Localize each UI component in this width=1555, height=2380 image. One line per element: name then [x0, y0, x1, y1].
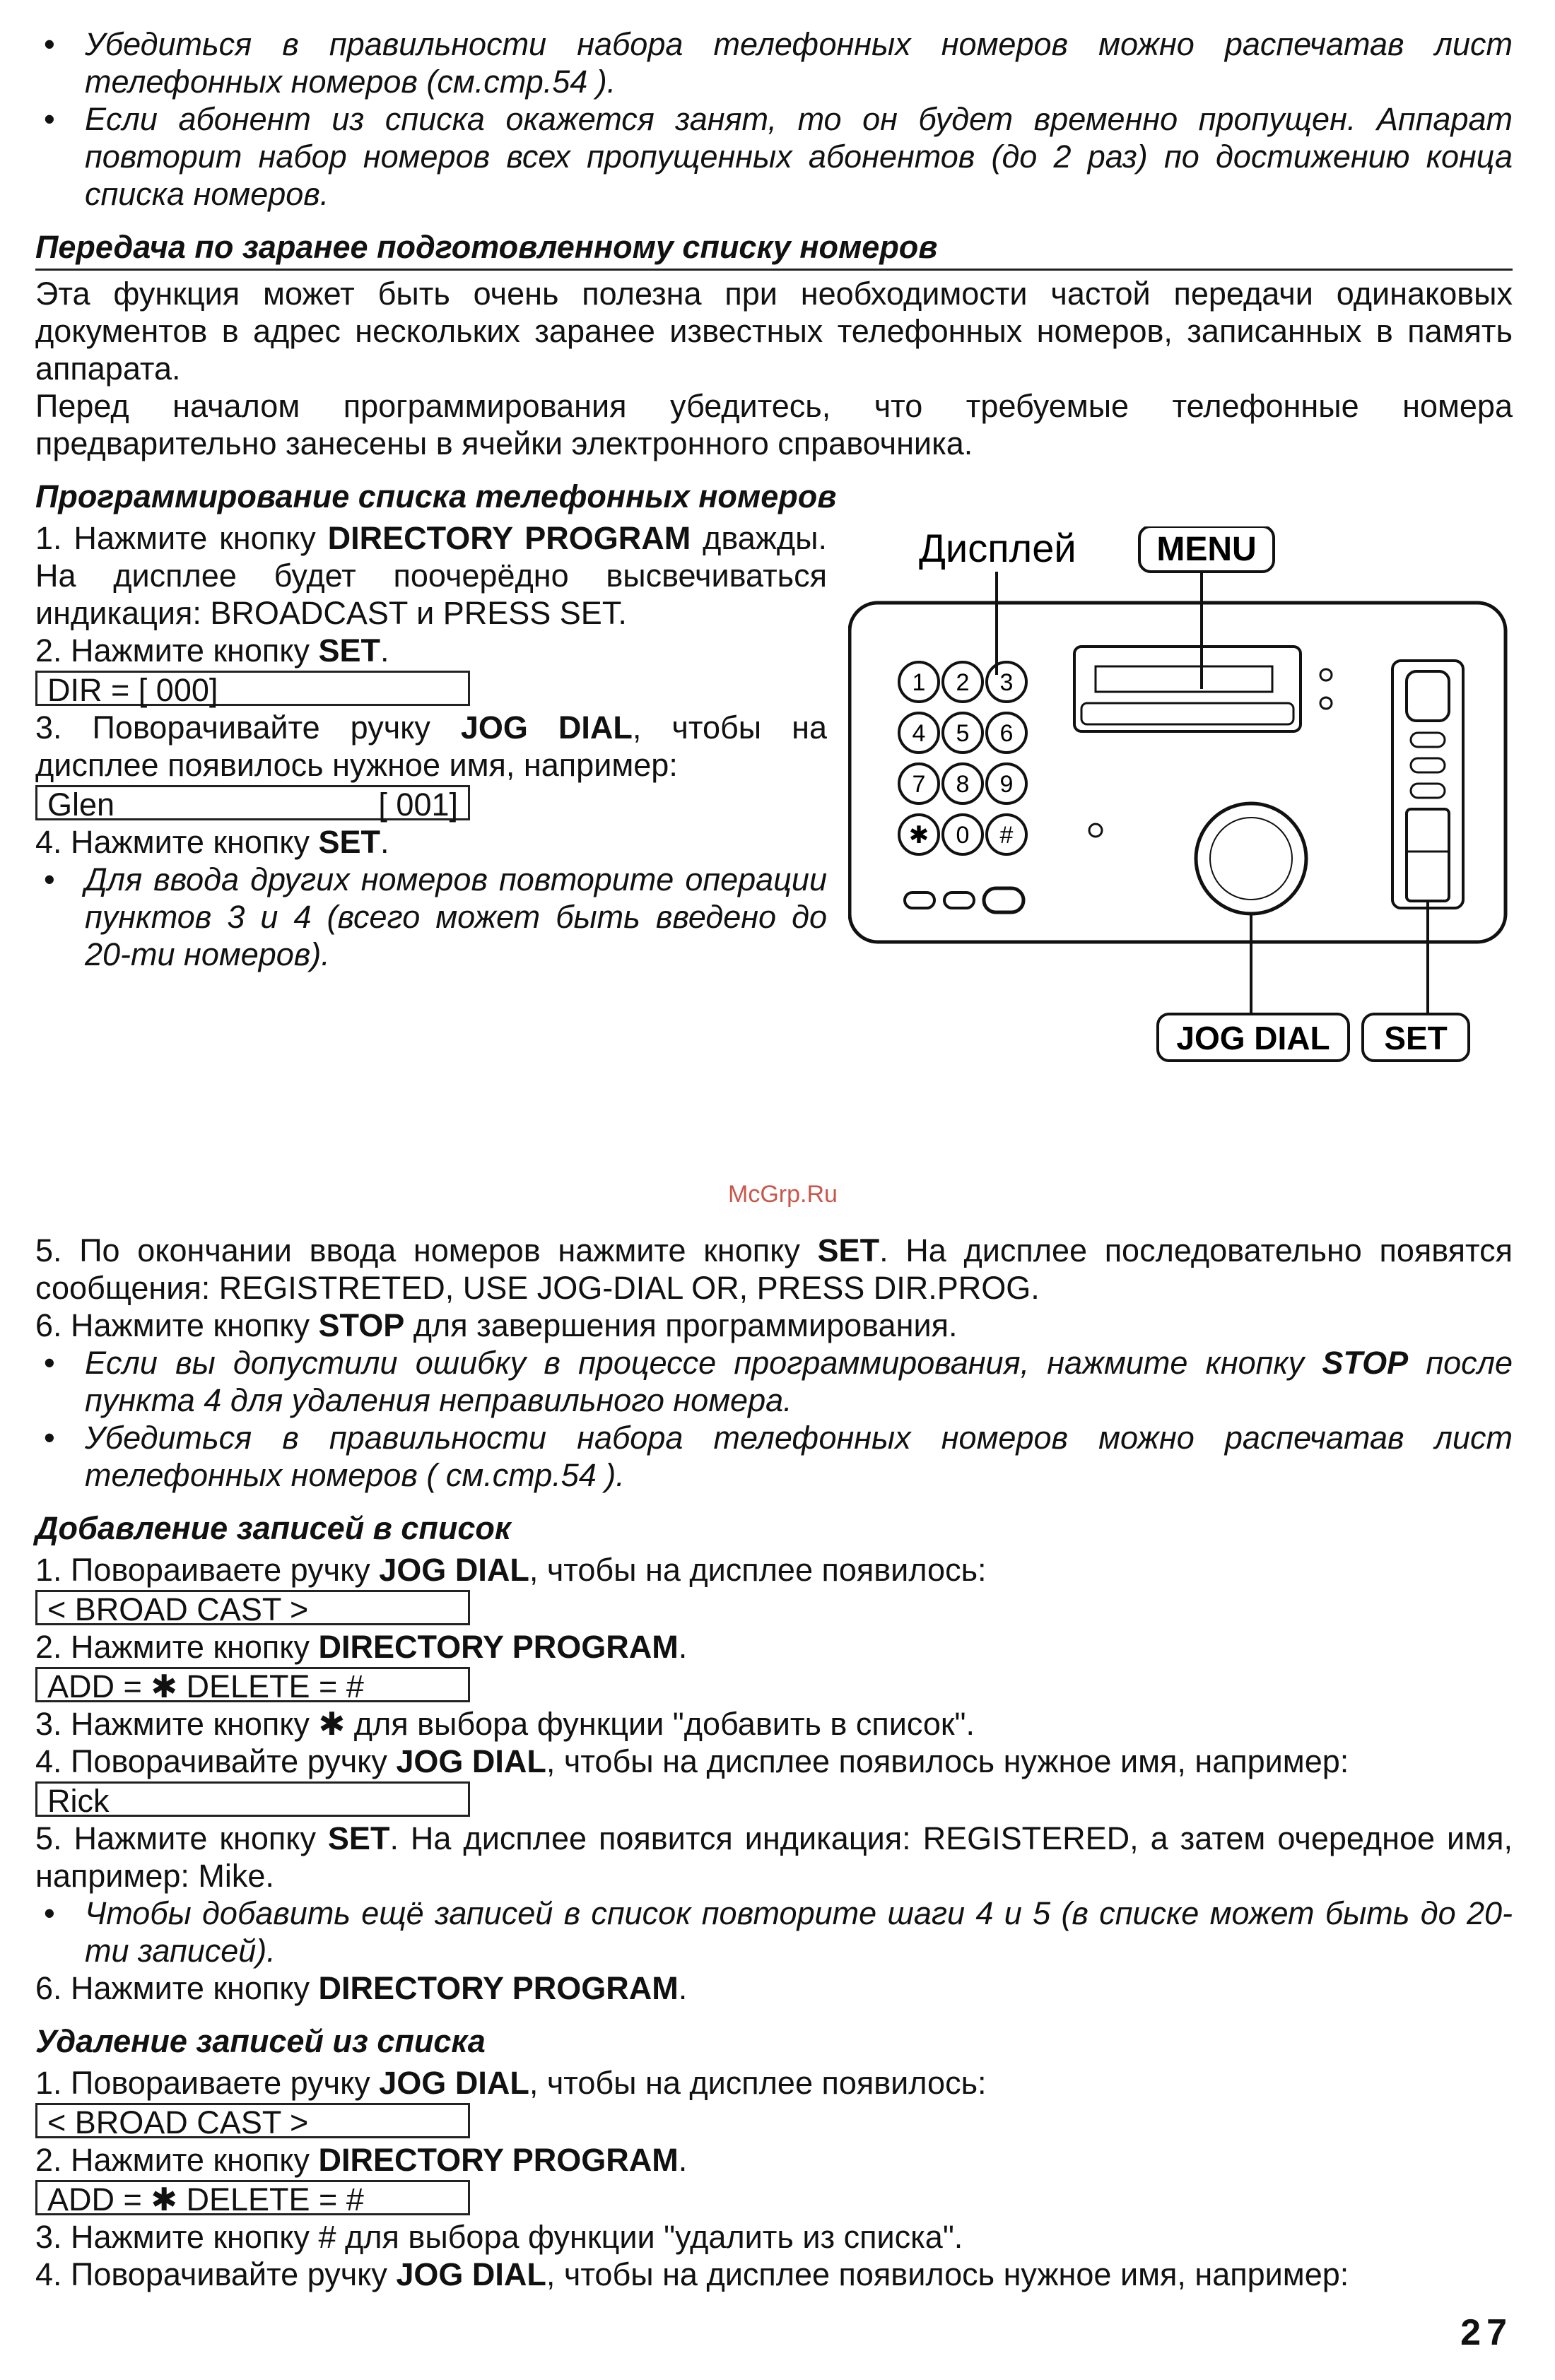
key-7-label: 7: [912, 771, 926, 798]
display-screen: [1096, 666, 1272, 692]
section-title: Передача по заранее подготовленному списку номеров: [35, 228, 1513, 271]
delete-step-4: 4. Поворачивайте ручку JOG DIAL, чтобы на дисплее появилось нужное имя, например:: [35, 2256, 1349, 2292]
column-button-4[interactable]: [1411, 784, 1445, 798]
key-2-label: 2: [956, 669, 970, 696]
prog-note-print: • Убедиться в правильности набора телефонных номеров можно распечатав лист телефонных номеров ( см.стр.54 ).: [35, 1419, 1513, 1494]
display-box-add-delete: ADD = ✱ DELETE = #: [35, 1667, 470, 1702]
add-note: • Чтобы добавить ещё записей в список повторите шаги 4 и 5 (в списке может быть до 20-ти записей).: [35, 1895, 1513, 1969]
jog-dial-inner: [1210, 818, 1292, 900]
section-paragraph-2: Перед началом программирования убедитесь, что требуемые телефонные номера предварительно занесены в ячейки электронного справочника.: [35, 388, 1513, 461]
prog-note-error: • Если вы допустили ошибку в процессе программирования, нажмите кнопку STOP после пункта 4 для удаления неправильного номера.: [35, 1344, 1513, 1419]
set-label: SET: [1384, 1020, 1448, 1056]
programming-section: [35, 519, 1513, 1240]
delete-heading: Удаление записей из списка: [35, 2023, 486, 2059]
programming-continued: [35, 1232, 1513, 1494]
jog-dial-label: JOG DIAL: [1176, 1020, 1330, 1056]
fax-panel-illustration: [848, 526, 1513, 1085]
prog-step-3: 3. Поворачивайте ручку JOG DIAL, чтобы на дисплее появилось нужное имя, например:: [35, 709, 827, 783]
key-8-label: 8: [956, 771, 970, 798]
programming-steps: [35, 519, 827, 973]
display-slot: [1081, 703, 1293, 724]
func-button-3[interactable]: [984, 888, 1023, 912]
menu-button-icon: [1320, 697, 1332, 709]
key-6-label: 6: [999, 720, 1014, 747]
display-box-glen: Glen [ 001]: [35, 785, 470, 820]
manual-page: [35, 25, 1513, 2293]
func-button-2[interactable]: [944, 892, 974, 908]
status-led-icon: [1089, 824, 1102, 837]
fax-panel-figure: [848, 526, 1513, 1085]
programming-heading: Программирование списка телефонных номеров: [35, 478, 837, 514]
add-heading: Добавление записей в список: [35, 1510, 511, 1546]
key-0-label: 0: [956, 822, 970, 849]
prog-step-2: 2. Нажмите кнопку SET.: [35, 632, 389, 668]
key-4-label: 4: [912, 720, 926, 747]
prog-step-1: 1. Нажмите кнопку DIRECTORY PROGRAM дважды. На дисплее будет поочерёдно высвечиваться индикация: BROADCAST и PRESS SET.: [35, 520, 827, 631]
add-step-1: 1. Повораиваете ручку JOG DIAL, чтобы на дисплее появилось:: [35, 1552, 987, 1588]
page-number: 27: [1460, 2312, 1513, 2353]
add-step-4: 4. Поворачивайте ручку JOG DIAL, чтобы на дисплее появилось нужное имя, например:: [35, 1743, 1349, 1779]
add-step-5: 5. Нажмите кнопку SET. На дисплее появится индикация: REGISTERED, а затем очередное имя, например: Mike.: [35, 1820, 1513, 1894]
key-hash-label: #: [999, 822, 1014, 849]
key-1-label: 1: [912, 669, 926, 696]
prog-step-4: 4. Нажмите кнопку SET.: [35, 824, 389, 860]
menu-label: MENU: [1156, 531, 1257, 568]
jog-dial[interactable]: [1196, 803, 1306, 914]
key-9-label: 9: [999, 771, 1014, 798]
delete-step-3: 3. Нажмите кнопку # для выбора функции "удалить из списка".: [35, 2219, 963, 2255]
watermark: McGrp.Ru: [728, 1181, 838, 1208]
set-button[interactable]: [1407, 809, 1449, 901]
add-step-3: 3. Нажмите кнопку ✱ для выбора функции "добавить в список".: [35, 1706, 975, 1742]
menu-indicator-icon: [1320, 669, 1332, 681]
display-box-broadcast: < BROAD CAST >: [35, 1590, 470, 1625]
key-5-label: 5: [956, 720, 970, 747]
prog-step-6: 6. Нажмите кнопку STOP для завершения программирования.: [35, 1307, 958, 1343]
add-step-6: 6. Нажмите кнопку DIRECTORY PROGRAM.: [35, 1970, 688, 2006]
intro-bullet-1: • Убедиться в правильности набора телефонных номеров можно распечатав лист телефонных номеров (см.стр.54 ).: [35, 25, 1513, 100]
display-label: Дисплей: [919, 526, 1076, 570]
prog-step-5: 5. По окончании ввода номеров нажмите кнопку SET. На дисплее последовательно появятся сообщения: REGISTRETED, USE JOG-DIAL OR, PRESS DIR.PROG.: [35, 1232, 1513, 1306]
section-paragraph-1: Эта функция может быть очень полезна при необходимости частой передачи одинаковых документов в адрес нескольких заранее известных телефонных номеров, записанных в память аппарата.: [35, 276, 1513, 387]
key-star-label: ✱: [908, 822, 929, 849]
func-button-1[interactable]: [905, 892, 934, 908]
delete-step-2: 2. Нажмите кнопку DIRECTORY PROGRAM.: [35, 2142, 688, 2178]
keypad: [899, 662, 1026, 854]
delete-step-1: 1. Повораиваете ручку JOG DIAL, чтобы на дисплее появилось:: [35, 2065, 987, 2101]
add-step-2: 2. Нажмите кнопку DIRECTORY PROGRAM.: [35, 1629, 688, 1665]
column-button-top[interactable]: [1407, 671, 1449, 721]
column-button-3[interactable]: [1411, 758, 1445, 772]
display-box-rick: Rick: [35, 1781, 470, 1817]
prog-step-4-note: • Для ввода других номеров повторите операции пунктов 3 и 4 (всего может быть введено до 20-ти номеров).: [35, 861, 827, 973]
column-button-2[interactable]: [1411, 733, 1445, 747]
display-box-broadcast-2: < BROAD CAST >: [35, 2103, 470, 2138]
intro-bullet-2: • Если абонент из списка окажется занят, то он будет временно пропущен. Аппарат повторит набор номеров всех пропущенных абонентов (до 2 раз) по достижению конца списка номеров.: [35, 100, 1513, 213]
key-3-label: 3: [999, 669, 1014, 696]
display-box-dir: DIR = [ 000]: [35, 671, 470, 706]
display-window: [1074, 647, 1301, 731]
display-box-add-delete-2: ADD = ✱ DELETE = #: [35, 2180, 470, 2215]
